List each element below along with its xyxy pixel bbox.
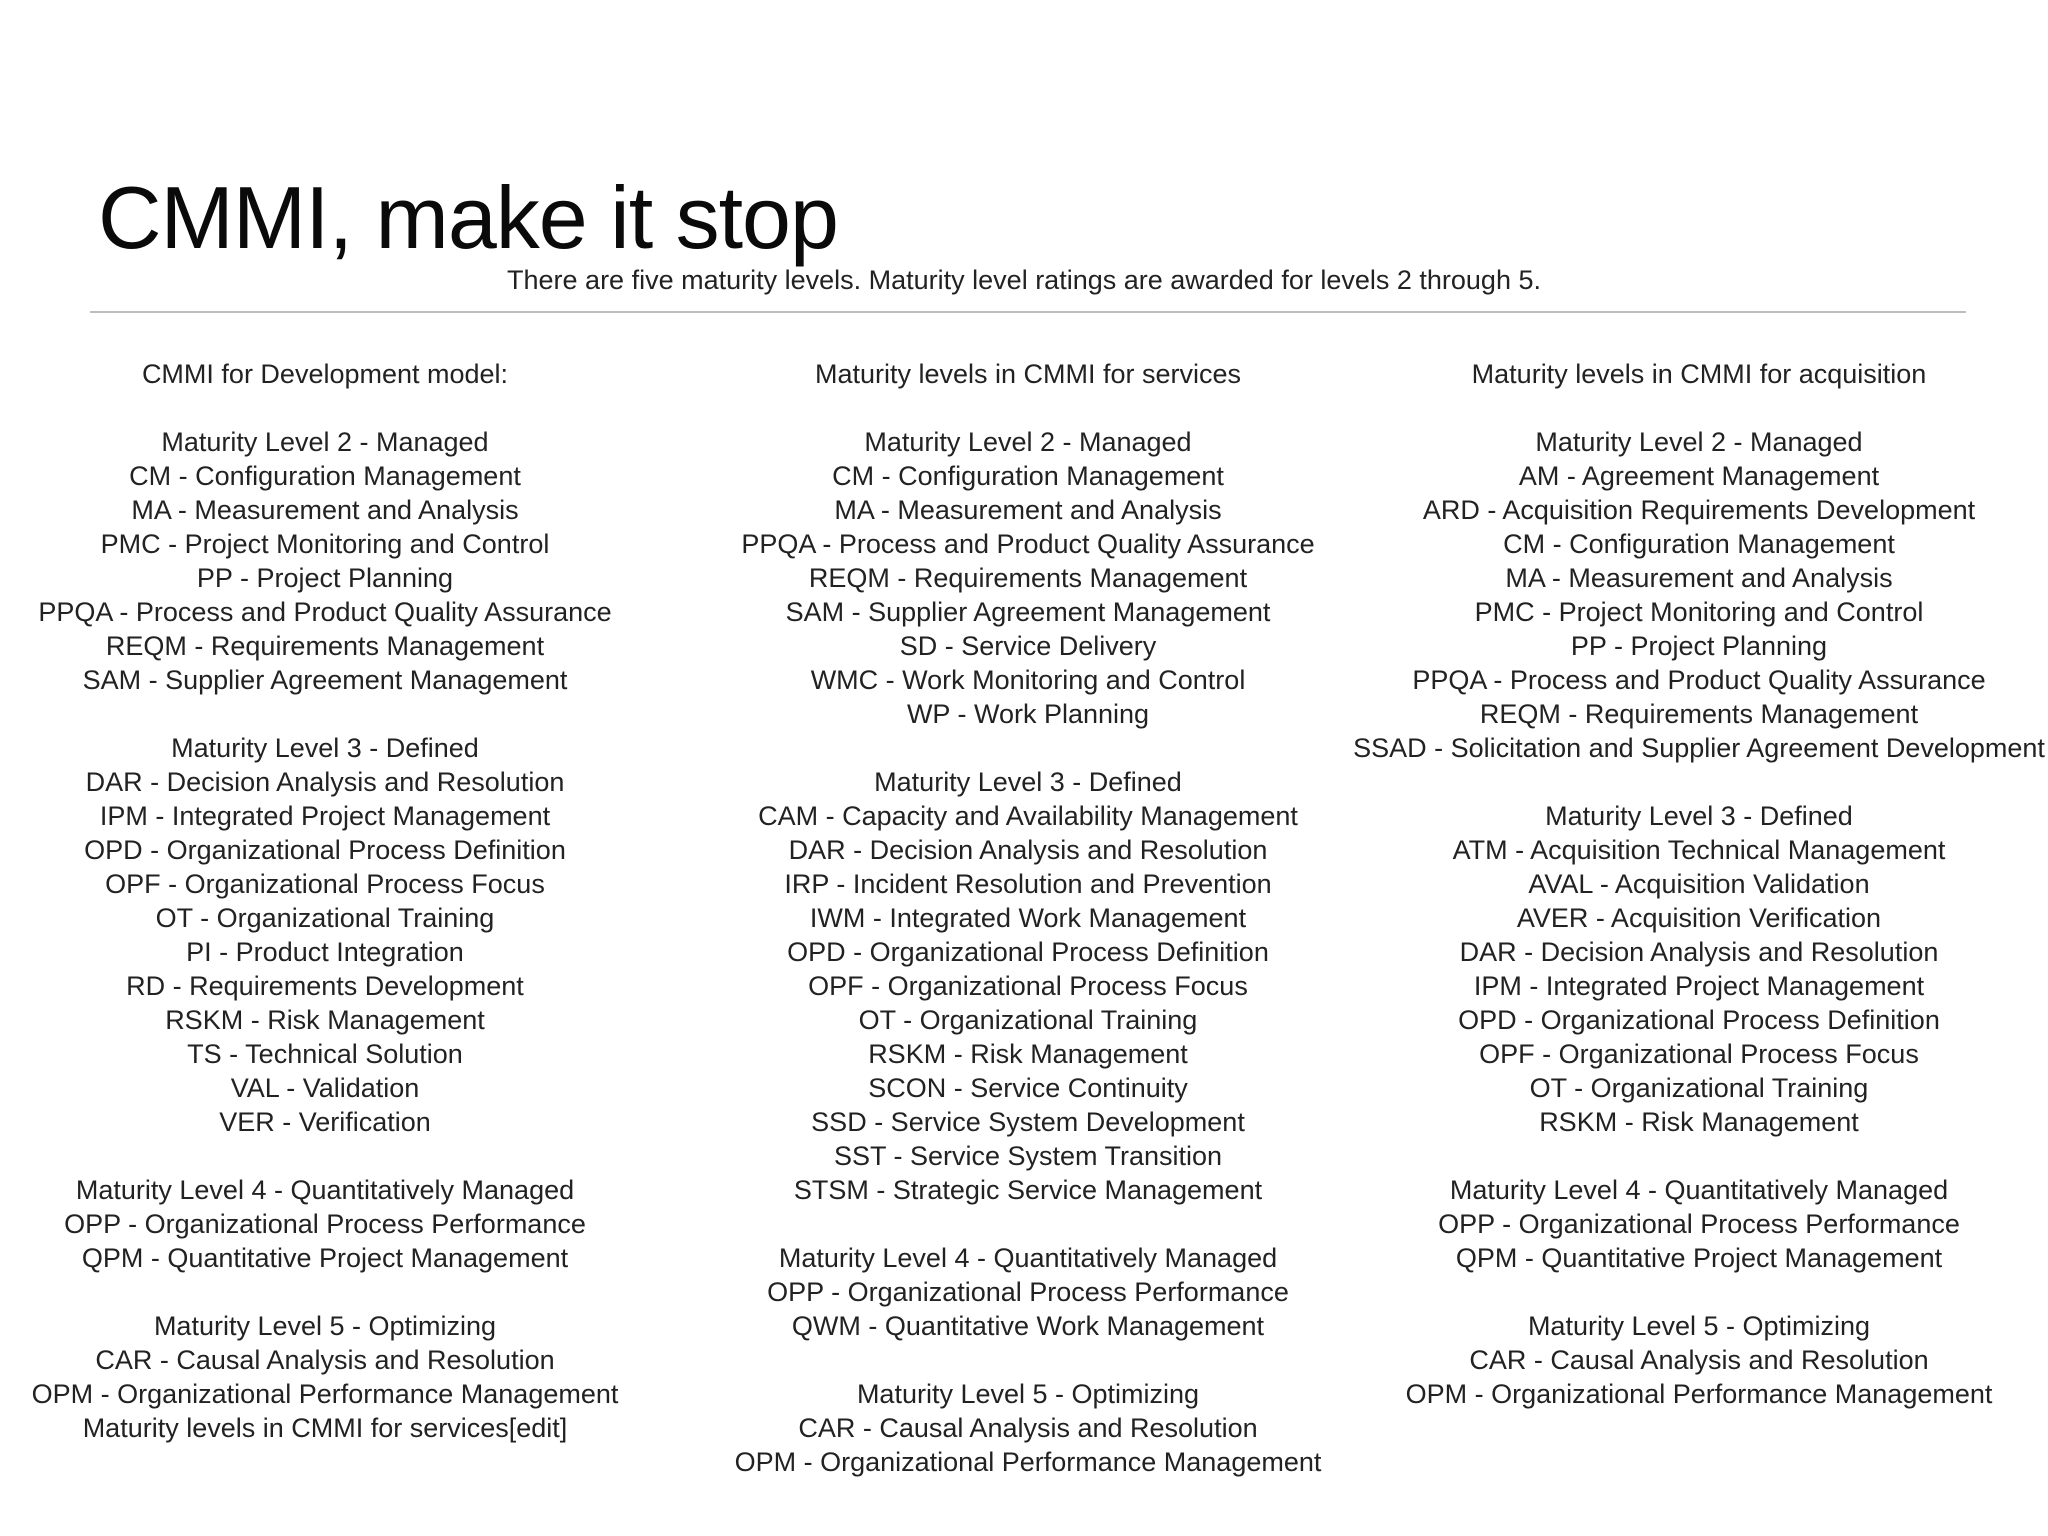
process-area-item: ATM - Acquisition Technical Management [1452, 835, 1946, 865]
process-area-item: OPD - Organizational Process Definition [84, 835, 566, 865]
process-area-item: MA - Measurement and Analysis [1505, 563, 1893, 593]
process-area-item: CM - Configuration Management [832, 461, 1224, 491]
slide-subtitle: There are five maturity levels. Maturity level ratings are awarded for levels 2 through 5. [507, 265, 1541, 295]
process-area-item: REQM - Requirements Management [105, 631, 545, 661]
column-heading: CMMI for Development model: [141, 359, 509, 389]
process-area-item: QPM - Quantitative Project Management [1455, 1243, 1943, 1273]
maturity-level-heading: Maturity Level 5 - Optimizing [1527, 1311, 1871, 1341]
process-area-item: ARD - Acquisition Requirements Development [1422, 495, 1976, 525]
process-area-item: OPD - Organizational Process Definition [787, 937, 1269, 967]
process-area-item: IRP - Incident Resolution and Prevention [784, 869, 1272, 899]
blank-line [708, 731, 1348, 765]
process-area-item: CAR - Causal Analysis and Resolution [798, 1413, 1258, 1443]
process-area-item: RSKM - Risk Management [868, 1039, 1188, 1069]
blank-line [5, 697, 645, 731]
process-area-item: SST - Service System Transition [833, 1141, 1223, 1171]
process-area-item: CAM - Capacity and Availability Management [758, 801, 1298, 831]
blank-line [1350, 1275, 2048, 1309]
slide-title: CMMI, make it stop [98, 168, 838, 267]
column-services [708, 357, 1348, 1479]
process-area-item: PP - Project Planning [1570, 631, 1828, 661]
process-area-item: DAR - Decision Analysis and Resolution [85, 767, 565, 797]
process-area-item: SSD - Service System Development [811, 1107, 1245, 1137]
process-area-item: PPQA - Process and Product Quality Assurance [741, 529, 1315, 559]
blank-line [5, 1139, 645, 1173]
process-area-item: QWM - Quantitative Work Management [791, 1311, 1265, 1341]
process-area-item: TS - Technical Solution [187, 1039, 463, 1069]
process-area-item: CAR - Causal Analysis and Resolution [95, 1345, 555, 1375]
process-area-item: SAM - Supplier Agreement Management [82, 665, 568, 695]
process-area-item: OPM - Organizational Performance Management [734, 1447, 1322, 1477]
process-area-item: QPM - Quantitative Project Management [81, 1243, 569, 1273]
process-area-item: PI - Product Integration [186, 937, 464, 967]
process-area-item: OPP - Organizational Process Performance [767, 1277, 1289, 1307]
process-area-item: OPP - Organizational Process Performance [64, 1209, 586, 1239]
process-area-item: VER - Verification [219, 1107, 431, 1137]
process-area-item: OPF - Organizational Process Focus [1479, 1039, 1919, 1069]
maturity-level-heading: Maturity Level 4 - Quantitatively Managed [75, 1175, 575, 1205]
maturity-level-heading: Maturity Level 4 - Quantitatively Managed [1449, 1175, 1949, 1205]
process-area-item: SD - Service Delivery [899, 631, 1157, 661]
title-divider [90, 311, 1966, 313]
process-area-item: IPM - Integrated Project Management [99, 801, 551, 831]
process-area-item: OT - Organizational Training [858, 1005, 1198, 1035]
process-area-item: OPD - Organizational Process Definition [1458, 1005, 1940, 1035]
column-heading: Maturity levels in CMMI for acquisition [1471, 359, 1927, 389]
column-acquisition [1350, 357, 2048, 1411]
process-area-item: STSM - Strategic Service Management [793, 1175, 1263, 1205]
process-area-item: AM - Agreement Management [1518, 461, 1880, 491]
maturity-level-heading: Maturity Level 4 - Quantitatively Managed [778, 1243, 1278, 1273]
process-area-item: RSKM - Risk Management [165, 1005, 485, 1035]
process-area-item: OPP - Organizational Process Performance [1438, 1209, 1960, 1239]
process-area-item: PMC - Project Monitoring and Control [1474, 597, 1924, 627]
process-area-item: DAR - Decision Analysis and Resolution [788, 835, 1268, 865]
process-area-item: OT - Organizational Training [155, 903, 495, 933]
process-area-item: MA - Measurement and Analysis [131, 495, 519, 525]
process-area-item: SAM - Supplier Agreement Management [785, 597, 1271, 627]
maturity-level-heading: Maturity Level 3 - Defined [874, 767, 1182, 797]
process-area-item: OT - Organizational Training [1529, 1073, 1869, 1103]
blank-line [1350, 1139, 2048, 1173]
process-area-item: DAR - Decision Analysis and Resolution [1459, 937, 1939, 967]
process-area-item: PP - Project Planning [196, 563, 454, 593]
blank-line [708, 1343, 1348, 1377]
process-area-item: VAL - Validation [230, 1073, 420, 1103]
maturity-level-heading: Maturity Level 2 - Managed [161, 427, 489, 457]
process-area-item: CM - Configuration Management [1503, 529, 1895, 559]
process-area-item: OPM - Organizational Performance Management [1405, 1379, 1993, 1409]
process-area-item: CM - Configuration Management [129, 461, 521, 491]
blank-line [708, 1207, 1348, 1241]
process-area-item: WP - Work Planning [906, 699, 1150, 729]
maturity-level-heading: Maturity Level 5 - Optimizing [856, 1379, 1200, 1409]
process-area-item: SSAD - Solicitation and Supplier Agreement Development [1353, 733, 2045, 763]
process-area-item: WMC - Work Monitoring and Control [810, 665, 1246, 695]
maturity-level-heading: Maturity Level 3 - Defined [1545, 801, 1853, 831]
process-area-item: AVAL - Acquisition Validation [1528, 869, 1870, 899]
process-area-item: IPM - Integrated Project Management [1473, 971, 1925, 1001]
process-area-item: OPF - Organizational Process Focus [808, 971, 1248, 1001]
process-area-item: SCON - Service Continuity [868, 1073, 1188, 1103]
process-area-item: PPQA - Process and Product Quality Assurance [1412, 665, 1986, 695]
column-development [5, 357, 645, 1445]
process-area-item: OPM - Organizational Performance Management [31, 1379, 619, 1409]
process-area-item: PPQA - Process and Product Quality Assurance [38, 597, 612, 627]
process-area-item: Maturity levels in CMMI for services[edit] [82, 1413, 568, 1443]
process-area-item: REQM - Requirements Management [1479, 699, 1919, 729]
blank-line [708, 391, 1348, 425]
blank-line [5, 391, 645, 425]
maturity-level-heading: Maturity Level 5 - Optimizing [153, 1311, 497, 1341]
blank-line [5, 1275, 645, 1309]
maturity-level-heading: Maturity Level 3 - Defined [171, 733, 479, 763]
process-area-item: RSKM - Risk Management [1539, 1107, 1859, 1137]
process-area-item: REQM - Requirements Management [808, 563, 1248, 593]
process-area-item: IWM - Integrated Work Management [809, 903, 1247, 933]
blank-line [1350, 765, 2048, 799]
process-area-item: CAR - Causal Analysis and Resolution [1469, 1345, 1929, 1375]
process-area-item: RD - Requirements Development [126, 971, 524, 1001]
process-area-item: PMC - Project Monitoring and Control [100, 529, 550, 559]
process-area-item: OPF - Organizational Process Focus [105, 869, 545, 899]
column-heading: Maturity levels in CMMI for services [814, 359, 1242, 389]
process-area-item: MA - Measurement and Analysis [834, 495, 1222, 525]
blank-line [1350, 391, 2048, 425]
process-area-item: AVER - Acquisition Verification [1516, 903, 1882, 933]
maturity-level-heading: Maturity Level 2 - Managed [864, 427, 1192, 457]
maturity-level-heading: Maturity Level 2 - Managed [1535, 427, 1863, 457]
